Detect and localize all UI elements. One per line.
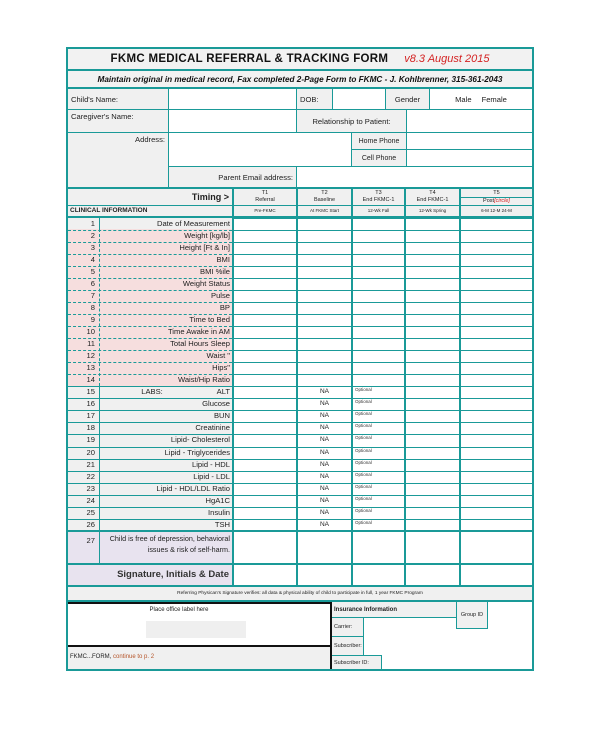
row-4-t4-cell[interactable] xyxy=(406,254,459,265)
row-25-optional: Optional xyxy=(355,508,372,513)
row-14-t1-cell[interactable] xyxy=(234,374,296,385)
row-10-label: Time Awake in AM xyxy=(167,327,230,336)
row-4-label: BMI xyxy=(216,255,230,264)
row-16-optional: Optional xyxy=(355,399,372,405)
row-19-na: NA xyxy=(319,436,330,444)
row-divider xyxy=(68,266,232,267)
carrier-label: Carrier: xyxy=(332,618,364,637)
row-23-t4-cell[interactable] xyxy=(406,483,459,494)
row-24-optional: Optional xyxy=(355,495,372,501)
row-14-label: Waist/Hip Ratio xyxy=(177,375,230,384)
row-2-number: 2 xyxy=(90,231,95,240)
subscriber-label: Subscriber: xyxy=(332,637,364,656)
row-13-t3-cell[interactable] xyxy=(353,362,404,373)
row-divider xyxy=(232,302,532,303)
form-title-bar xyxy=(68,49,532,71)
row-27-t3-cell[interactable] xyxy=(353,532,404,563)
row-5-t2-cell[interactable] xyxy=(298,266,351,277)
row-divider xyxy=(232,266,532,267)
row-14-t4-cell[interactable] xyxy=(406,374,459,385)
row-21-t5-cell[interactable] xyxy=(461,459,532,470)
gender-female-option[interactable]: Female xyxy=(481,94,507,104)
row-4-t1-cell[interactable] xyxy=(234,254,296,265)
row-7-number: 7 xyxy=(90,291,95,300)
row-9-t5-cell[interactable] xyxy=(461,314,532,325)
row-7-t1-cell[interactable] xyxy=(234,290,296,301)
row-20-t1-cell[interactable] xyxy=(234,447,296,458)
row-25-label: Insulin xyxy=(208,508,230,517)
row-11-t4-cell[interactable] xyxy=(406,338,459,349)
row-26-na: NA xyxy=(319,521,330,529)
row-divider xyxy=(232,218,532,219)
row-7-t5-cell[interactable] xyxy=(461,290,532,301)
referral-form xyxy=(66,47,534,671)
row-divider xyxy=(232,350,532,351)
row-8-t4-cell[interactable] xyxy=(406,302,459,313)
email-label: Parent Email address: xyxy=(169,167,297,188)
row-25-number: 25 xyxy=(86,508,95,517)
gender-male-option[interactable]: Male xyxy=(455,94,472,104)
t1-subheader: Pre-FKMC xyxy=(254,208,276,213)
row-22-t5-cell[interactable] xyxy=(461,471,532,482)
row-divider xyxy=(68,471,532,472)
row-24-t4-cell[interactable] xyxy=(406,495,459,506)
row-2-t1-cell[interactable] xyxy=(234,230,296,241)
row-1-t5-cell[interactable] xyxy=(461,218,532,229)
t4-subheader: 12-Wk Spring xyxy=(418,208,447,213)
form-version: v8.3 August 2015 xyxy=(404,53,490,65)
continue-link: continue to p. 2 xyxy=(113,654,155,660)
row-22-t4-cell[interactable] xyxy=(406,471,459,482)
row-19-t4-cell[interactable] xyxy=(406,434,459,445)
caregiver-field[interactable] xyxy=(169,110,297,133)
row-divider xyxy=(232,338,532,339)
row-14-t3-cell[interactable] xyxy=(353,374,404,385)
row-6-t4-cell[interactable] xyxy=(406,278,459,289)
row-10-t5-cell[interactable] xyxy=(461,326,532,337)
row-18-label: Creatinine xyxy=(195,423,230,433)
row-11-t2-cell[interactable] xyxy=(298,338,351,349)
signature-t5-cell[interactable] xyxy=(461,565,532,585)
row-15-na: NA xyxy=(319,388,330,395)
row-6-t2-cell[interactable] xyxy=(298,278,351,289)
row-21-t1-cell[interactable] xyxy=(234,459,296,470)
row-13-t1-cell[interactable] xyxy=(234,362,296,373)
row-12-t5-cell[interactable] xyxy=(461,350,532,361)
row-9-t4-cell[interactable] xyxy=(406,314,459,325)
row-divider xyxy=(232,230,532,231)
row-divider xyxy=(68,362,232,363)
circle-note: [circle] xyxy=(494,198,510,204)
row-2-t3-cell[interactable] xyxy=(353,230,404,241)
signature-note: Referring Physican's Signature verifies: all data & physical ability of child to participate in full, 1 year FKMC Program xyxy=(68,587,532,600)
row-19-t1-cell[interactable] xyxy=(234,434,296,445)
row-18-optional: Optional xyxy=(355,423,372,429)
row-9-label: Time to Bed xyxy=(189,315,230,324)
row-21-na: NA xyxy=(319,460,330,468)
row-divider xyxy=(68,398,532,399)
row-divider xyxy=(68,350,232,351)
row-2-t4-cell[interactable] xyxy=(406,230,459,241)
row-8-t1-cell[interactable] xyxy=(234,302,296,313)
row-27-t1-cell[interactable] xyxy=(234,532,296,563)
home-phone-field[interactable] xyxy=(407,133,532,150)
row-9-t1-cell[interactable] xyxy=(234,314,296,325)
row-13-label: Hips" xyxy=(212,363,230,372)
row-3-t1-cell[interactable] xyxy=(234,242,296,253)
relationship-field[interactable] xyxy=(407,110,532,133)
address-label: Address: xyxy=(68,133,169,188)
row-4-t5-cell[interactable] xyxy=(461,254,532,265)
row-divider xyxy=(68,495,532,496)
row-11-t1-cell[interactable] xyxy=(234,338,296,349)
row-divider xyxy=(68,302,232,303)
row-3-t5-cell[interactable] xyxy=(461,242,532,253)
row-17-t4-cell[interactable] xyxy=(406,410,459,421)
row-divider xyxy=(68,254,232,255)
row-20-na: NA xyxy=(319,448,330,456)
row-12-t3-cell[interactable] xyxy=(353,350,404,361)
subscriber-id-field[interactable] xyxy=(382,655,532,669)
t3-header: T3 End FKMC-1 xyxy=(362,190,395,203)
row-5-label: BMI %ile xyxy=(200,267,230,276)
row-8-t5-cell[interactable] xyxy=(461,302,532,313)
row-17-t1-cell[interactable] xyxy=(234,410,296,421)
row-divider xyxy=(68,338,232,339)
row-1-t4-cell[interactable] xyxy=(406,218,459,229)
row-18-t4-cell[interactable] xyxy=(406,422,459,433)
row-18-na: NA xyxy=(319,424,330,432)
row-6-number: 6 xyxy=(90,279,95,288)
t5-header: T5 Post[circle] xyxy=(461,190,532,205)
row-23-label: Lipid - HDL/LDL Ratio xyxy=(156,483,230,493)
row-3-label: Height [Ft & In] xyxy=(179,243,230,252)
timing-label: Timing > xyxy=(191,192,229,202)
row-11-t5-cell[interactable] xyxy=(461,338,532,349)
cell-phone-label: Cell Phone xyxy=(352,150,407,167)
row-26-t5-cell[interactable] xyxy=(461,519,532,530)
row-15-label: ALT xyxy=(216,387,230,396)
dob-field[interactable] xyxy=(333,89,386,110)
row-13-t4-cell[interactable] xyxy=(406,362,459,373)
dob-label: DOB: xyxy=(297,89,333,110)
row-3-number: 3 xyxy=(90,243,95,252)
row-10-t4-cell[interactable] xyxy=(406,326,459,337)
row-16-t4-cell[interactable] xyxy=(406,398,459,409)
row-20-t4-cell[interactable] xyxy=(406,447,459,458)
row-9-number: 9 xyxy=(90,315,95,324)
row-5-t3-cell[interactable] xyxy=(353,266,404,277)
signature-t1-cell[interactable] xyxy=(234,565,296,585)
row-27-t2-cell[interactable] xyxy=(298,532,351,563)
signature-t4-cell[interactable] xyxy=(406,565,459,585)
row-20-t5-cell[interactable] xyxy=(461,447,532,458)
row-9-t3-cell[interactable] xyxy=(353,314,404,325)
row-23-t1-cell[interactable] xyxy=(234,483,296,494)
row-22-number: 22 xyxy=(86,471,95,481)
labs-section-label: LABS: xyxy=(141,387,163,396)
row-17-t5-cell[interactable] xyxy=(461,410,532,421)
row-11-number: 11 xyxy=(87,339,95,348)
clinical-info-label: CLINICAL INFORMATION xyxy=(70,207,148,214)
cell-phone-field[interactable] xyxy=(407,150,532,167)
row-17-optional: Optional xyxy=(355,411,372,417)
row-divider xyxy=(68,459,532,460)
row-7-label: Pulse xyxy=(211,291,230,300)
child-name-field[interactable] xyxy=(169,89,297,110)
row-25-t1-cell[interactable] xyxy=(234,507,296,518)
row-divider xyxy=(68,326,232,327)
row-7-t4-cell[interactable] xyxy=(406,290,459,301)
t3-subheader: 12-Wk Fall xyxy=(367,208,390,213)
row-25-na: NA xyxy=(319,509,330,516)
row-divider xyxy=(68,230,232,231)
row-12-label: Waist " xyxy=(206,351,230,360)
row-divider xyxy=(68,507,532,508)
row-7-t3-cell[interactable] xyxy=(353,290,404,301)
row-11-t3-cell[interactable] xyxy=(353,338,404,349)
row-12-t4-cell[interactable] xyxy=(406,350,459,361)
gender-label: Gender xyxy=(386,89,430,110)
row-21-number: 21 xyxy=(86,459,95,469)
row-13-t5-cell[interactable] xyxy=(461,362,532,373)
row-21-label: Lipid - HDL xyxy=(192,459,230,469)
t2-header: T2 Baseline xyxy=(313,190,336,203)
row-15-optional: Optional xyxy=(355,387,372,392)
row-1-t1-cell[interactable] xyxy=(234,218,296,229)
row-3-t3-cell[interactable] xyxy=(353,242,404,253)
form-instruction: Maintain original in medical record, Fax completed 2-Page Form to FKMC - J. Kohlbrenner, 315-361-2043 xyxy=(68,71,532,89)
address-field[interactable] xyxy=(169,133,352,167)
row-divider xyxy=(232,362,532,363)
row-5-t4-cell[interactable] xyxy=(406,266,459,277)
row-13-number: 13 xyxy=(86,363,95,372)
row-divider xyxy=(68,374,232,375)
row-5-t1-cell[interactable] xyxy=(234,266,296,277)
row-15-t5-cell[interactable] xyxy=(461,386,532,397)
row-6-t3-cell[interactable] xyxy=(353,278,404,289)
row-27-t4-cell[interactable] xyxy=(406,532,459,563)
row-26-t1-cell[interactable] xyxy=(234,519,296,530)
row-16-number: 16 xyxy=(86,399,95,409)
row-5-t5-cell[interactable] xyxy=(461,266,532,277)
row-11-label: Total Hours Sleep xyxy=(170,339,230,348)
row-21-t4-cell[interactable] xyxy=(406,459,459,470)
row-divider xyxy=(232,242,532,243)
row-divider xyxy=(232,278,532,279)
row-17-na: NA xyxy=(319,412,330,420)
row-7-t2-cell[interactable] xyxy=(298,290,351,301)
row-divider xyxy=(68,278,232,279)
row-18-t1-cell[interactable] xyxy=(234,422,296,433)
row-divider xyxy=(232,314,532,315)
group-id-label: Group ID xyxy=(456,602,488,629)
form-title: FKMC MEDICAL REFERRAL & TRACKING FORM xyxy=(110,53,389,65)
row-1-label: Date of Measurement xyxy=(156,219,230,228)
row-12-t2-cell[interactable] xyxy=(298,350,351,361)
insurance-title: Insurance Information xyxy=(332,602,456,618)
row-23-na: NA xyxy=(319,484,330,492)
row-24-t1-cell[interactable] xyxy=(234,495,296,506)
t2-subheader: At FKMC Start xyxy=(309,208,339,213)
row-divider xyxy=(68,410,532,411)
t1-header: T1 Referral xyxy=(255,190,275,203)
row-10-t1-cell[interactable] xyxy=(234,326,296,337)
carrier-field[interactable] xyxy=(364,618,456,637)
row-divider xyxy=(68,386,532,387)
row-8-label: BP xyxy=(219,303,230,312)
signature-t2-cell[interactable] xyxy=(298,565,351,585)
row-3-t2-cell[interactable] xyxy=(298,242,351,253)
row-26-label: TSH xyxy=(214,520,230,530)
row-22-t1-cell[interactable] xyxy=(234,471,296,482)
row-19-t5-cell[interactable] xyxy=(461,434,532,445)
signature-t3-cell[interactable] xyxy=(353,565,404,585)
row-19-number: 19 xyxy=(86,435,95,445)
row-8-t3-cell[interactable] xyxy=(353,302,404,313)
row-14-number: 14 xyxy=(86,375,95,384)
row-23-number: 23 xyxy=(86,483,95,493)
caregiver-label: Caregiver's Name: xyxy=(68,110,169,133)
row-9-t2-cell[interactable] xyxy=(298,314,351,325)
row-24-number: 24 xyxy=(86,495,95,505)
row-22-na: NA xyxy=(319,472,330,480)
email-field[interactable] xyxy=(297,167,532,188)
row-24-t5-cell[interactable] xyxy=(461,495,532,506)
form-footer-id: FKMC...FORM, continue to p. 2 xyxy=(68,647,332,669)
row-14-t2-cell[interactable] xyxy=(298,374,351,385)
home-phone-label: Home Phone xyxy=(352,133,407,150)
subscriber-id-label: Subscriber ID: xyxy=(332,655,382,669)
row-18-t5-cell[interactable] xyxy=(461,422,532,433)
row-16-t5-cell[interactable] xyxy=(461,398,532,409)
row-22-label: Lipid - LDL xyxy=(193,471,230,481)
row-10-t3-cell[interactable] xyxy=(353,326,404,337)
row-2-t2-cell[interactable] xyxy=(298,230,351,241)
row-6-t5-cell[interactable] xyxy=(461,278,532,289)
row-18-number: 18 xyxy=(86,423,95,433)
row-16-label: Glucose xyxy=(202,399,230,409)
row-6-label: Weight Status xyxy=(182,279,230,288)
row-divider xyxy=(68,434,532,435)
row-27-number: 27 xyxy=(86,536,95,545)
row-21-optional: Optional xyxy=(355,459,372,465)
office-label-placeholder[interactable] xyxy=(146,621,246,638)
row-divider xyxy=(68,447,532,448)
subscriber-field[interactable] xyxy=(364,637,532,656)
row-19-label: Lipid- Cholesterol xyxy=(170,435,230,445)
row-1-t2-cell[interactable] xyxy=(298,218,351,229)
row-23-optional: Optional xyxy=(355,483,372,489)
relationship-label: Relationship to Patient: xyxy=(297,110,407,133)
row-23-t5-cell[interactable] xyxy=(461,483,532,494)
row-divider xyxy=(68,242,232,243)
row-4-t3-cell[interactable] xyxy=(353,254,404,265)
row-divider xyxy=(68,314,232,315)
row-20-label: Lipid - Triglycerides xyxy=(164,447,230,457)
row-25-t5-cell[interactable] xyxy=(461,507,532,518)
row-26-number: 26 xyxy=(86,520,95,530)
child-name-label: Child's Name: xyxy=(68,89,169,110)
row-22-optional: Optional xyxy=(355,471,372,477)
office-label-box xyxy=(68,602,332,647)
row-19-optional: Optional xyxy=(355,435,372,441)
row-16-na: NA xyxy=(319,400,330,408)
row-4-t2-cell[interactable] xyxy=(298,254,351,265)
row-13-t2-cell[interactable] xyxy=(298,362,351,373)
row-12-t1-cell[interactable] xyxy=(234,350,296,361)
row-2-t5-cell[interactable] xyxy=(461,230,532,241)
row-8-number: 8 xyxy=(90,303,95,312)
row-14-t5-cell[interactable] xyxy=(461,374,532,385)
row-1-number: 1 xyxy=(90,219,95,228)
row-divider xyxy=(232,254,532,255)
row-20-number: 20 xyxy=(86,447,95,457)
row-24-na: NA xyxy=(319,496,330,504)
row-17-number: 17 xyxy=(86,411,95,421)
row-divider xyxy=(232,326,532,327)
row-15-t1-cell[interactable] xyxy=(234,386,296,397)
row-27-label: Child is free of depression, behavioral issues & risk of self-harm. xyxy=(109,534,230,554)
row-17-label: BUN xyxy=(213,411,230,421)
row-27-t5-cell[interactable] xyxy=(461,532,532,563)
row-15-number: 15 xyxy=(86,387,95,396)
row-6-t1-cell[interactable] xyxy=(234,278,296,289)
row-20-optional: Optional xyxy=(355,447,372,453)
row-5-number: 5 xyxy=(90,267,95,276)
gender-options xyxy=(430,89,532,110)
row-4-number: 4 xyxy=(90,255,95,264)
row-divider xyxy=(232,290,532,291)
row-10-t2-cell[interactable] xyxy=(298,326,351,337)
row-26-optional: Optional xyxy=(355,520,372,526)
office-label-text: Place office label here xyxy=(149,607,209,613)
row-15-t4-cell[interactable] xyxy=(406,386,459,397)
row-divider xyxy=(68,422,532,423)
row-2-label: Weight [kg/lb] xyxy=(184,231,230,240)
row-1-t3-cell[interactable] xyxy=(353,218,404,229)
row-10-number: 10 xyxy=(86,327,95,336)
signature-label: Signature, Initials & Date xyxy=(117,569,229,580)
row-25-t4-cell[interactable] xyxy=(406,507,459,518)
row-8-t2-cell[interactable] xyxy=(298,302,351,313)
row-24-label: HgA1C xyxy=(205,495,230,505)
row-divider xyxy=(232,374,532,375)
row-16-t1-cell[interactable] xyxy=(234,398,296,409)
t5-subheader: 6-M 12-M 24-M xyxy=(481,208,512,213)
t4-header: T4 End FKMC-1 xyxy=(416,190,449,203)
row-divider xyxy=(68,290,232,291)
group-id-field[interactable] xyxy=(488,602,532,629)
row-3-t4-cell[interactable] xyxy=(406,242,459,253)
row-26-t4-cell[interactable] xyxy=(406,519,459,530)
row-divider xyxy=(68,483,532,484)
row-12-number: 12 xyxy=(86,351,95,360)
row-divider xyxy=(68,519,532,520)
